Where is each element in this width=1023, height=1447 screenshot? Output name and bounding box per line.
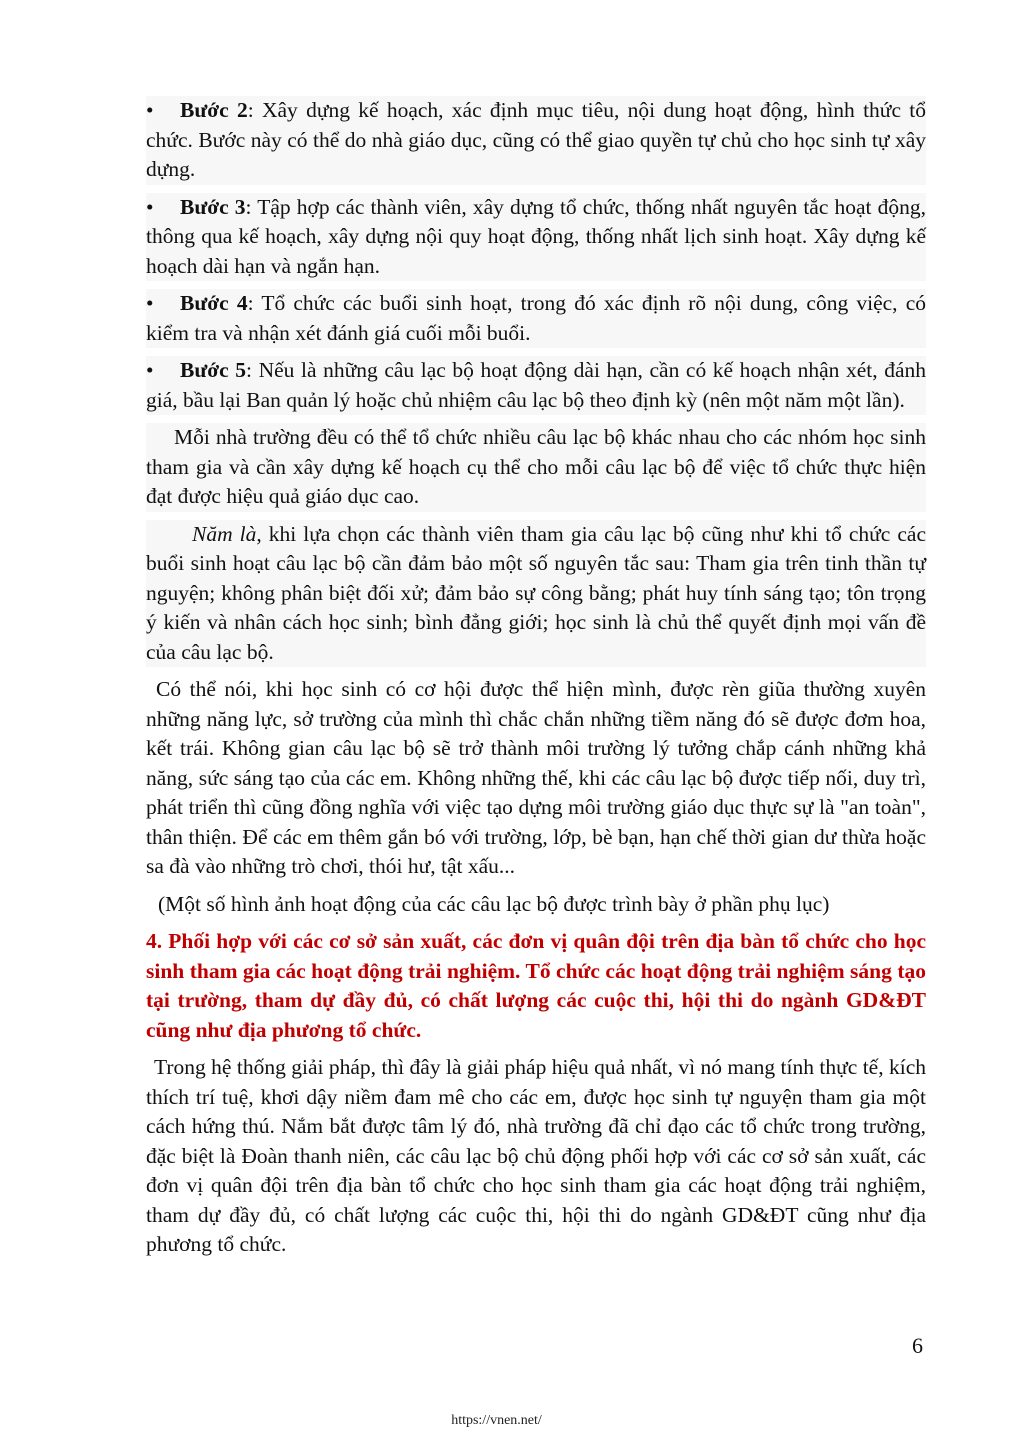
page-number: 6 [912,1333,923,1358]
step-3 [146,193,926,282]
step-label: Bước 4 [180,291,248,315]
footer [0,1413,1023,1429]
step-5 [146,356,926,415]
bullet: • [146,291,154,315]
paragraph-label: Năm là [192,521,257,546]
step-text: : Xây dựng kế hoạch, xác định mục tiêu, nội dung hoạt động, hình thức tổ chức. Bước này có thể do nhà giáo dục, cũng có thể giao quyền tự chủ cho học sinh tự xây dựng. [146,98,926,181]
paragraph-solution: Trong hệ thống giải pháp, thì đây là giải pháp hiệu quả nhất, vì nó mang tính thực tế, kích thích trí tuệ, khơi dậy niềm đam mê cho các em, được học sinh tự nguyện tham gia một cách hứng thú. Nắm bắt được tâm lý đó, nhà trường đã chỉ đạo các tổ chức trong trường, đặc biệt là Đoàn thanh niên, các câu lạc bộ chủ động phối hợp với các cơ sở sản xuất, các đơn vị quân đội trên địa bàn tổ chức cho học sinh tham gia các hoạt động trải nghiệm, tham dự đầy đủ, có chất lượng các cuộc thi, hội thi do ngành GD&ĐT cũng như địa phương tổ chức. [146,1055,926,1256]
step-2 [146,96,926,185]
document-body [146,96,926,1268]
footer-url[interactable]: https://vnen.net/ [451,1413,542,1428]
section-heading-4: 4. Phối hợp với các cơ sở sản xuất, các đơn vị quân đội trên địa bàn tổ chức cho học sinh tham gia các hoạt động trải nghiệm. Tổ chức các hoạt động trải nghiệm sáng tạo tại trường, tham dự đầy đủ, có chất lượng các cuộc thi, hội thi do ngành GD&ĐT cũng như địa phương tổ chức. [146,929,926,1042]
paragraph-conclusion: Có thể nói, khi học sinh có cơ hội được thể hiện mình, được rèn giũa thường xuyên những năng lực, sở trường của mình thì chắc chắn những tiềm năng đó sẽ được đơm hoa, kết trái. Không gian câu lạc bộ sẽ trở thành môi trường lý tưởng chắp cánh những khả năng, sức sáng tạo của các em. Không những thế, khi các câu lạc bộ được tiếp nối, duy trì, phát triển thì cũng đồng nghĩa với việc tạo dựng môi trường giáo dục thực sự là "an toàn", thân thiện. Để các em thêm gắn bó với trường, lớp, bè bạn, hạn chế thời gian dư thừa hoặc sa đà vào những trò chơi, thói hư, tật xấu... [146,677,926,878]
paragraph-text: , khi lựa chọn các thành viên tham gia câu lạc bộ cũng như khi tổ chức các buổi sinh hoạt câu lạc bộ cần đảm bảo một số nguyên tắc sau: Tham gia trên tinh thần tự nguyện; không phân biệt đối xử; đảm bảo sự công bằng; phát huy tính sáng tạo; tôn trọng ý kiến và nhân cách học sinh; bình đẳng giới; học sinh là chủ thể quyết định mọi vấn đề của câu lạc bộ. [146,521,926,664]
step-text: : Tổ chức các buổi sinh hoạt, trong đó xác định rõ nội dung, công việc, có kiểm tra và nhận xét đánh giá cuối mỗi buổi. [146,291,926,345]
step-label: Bước 2 [180,98,248,122]
step-text: : Tập hợp các thành viên, xây dựng tổ chức, thống nhất nguyên tắc hoạt động, thông qua kế hoạch, xây dựng nội quy hoạt động, thống nhất lịch sinh hoạt. Xây dựng kế hoạch dài hạn và ngắn hạn. [146,194,926,278]
step-label: Bước 5 [180,358,247,382]
bullet: • [146,194,154,219]
step-label: Bước 3 [180,194,246,219]
bullet: • [146,358,154,382]
step-text: : Nếu là những câu lạc bộ hoạt động dài hạn, cần có kế hoạch nhận xét, đánh giá, bầu lại Ban quản lý hoặc chủ nhiệm câu lạc bộ theo định kỳ (nên một năm một lần). [146,358,926,412]
appendix-note: (Một số hình ảnh hoạt động của các câu lạc bộ được trình bày ở phần phụ lục) [158,891,830,916]
paragraph-fifth-principle [146,520,926,668]
paragraph-clubs: Mỗi nhà trường đều có thể tổ chức nhiều câu lạc bộ khác nhau cho các nhóm học sinh tham gia và cần xây dựng kế hoạch cụ thể cho mỗi câu lạc bộ để việc tổ chức thực hiện đạt được hiệu quả giáo dục cao. [146,423,926,512]
bullet: • [146,98,154,122]
step-4 [146,289,926,348]
